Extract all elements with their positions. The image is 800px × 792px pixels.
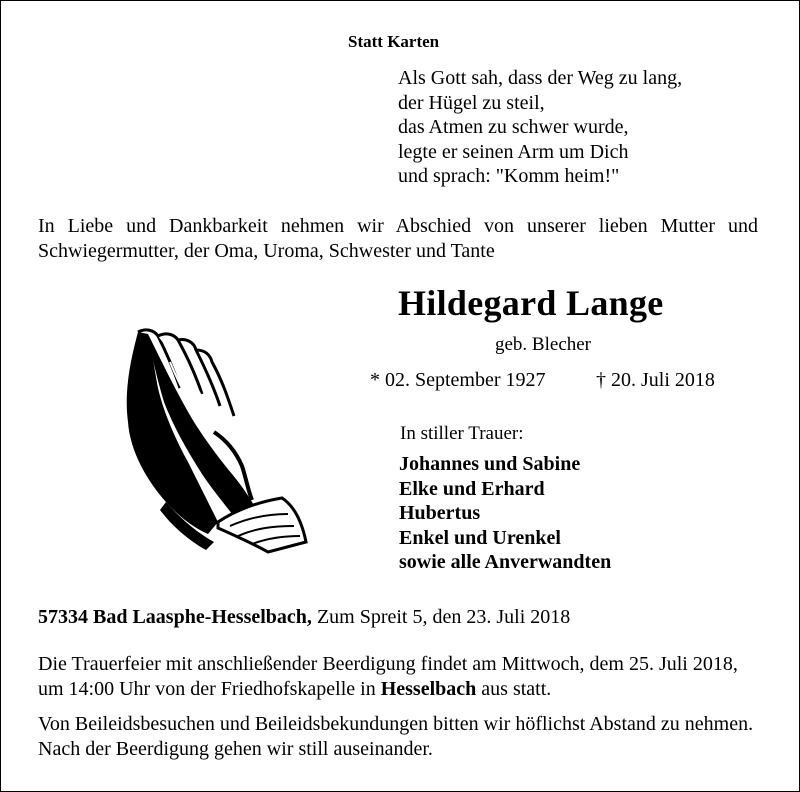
funeral-text-1: Die Trauerfeier mit anschließender Beerdigung findet am Mittwoch, dem 25. Juli 2018, um 14:00 Uhr von der Friedhofskapelle in [38, 653, 738, 700]
address-place: 57334 Bad Laasphe-Hesselbach, [38, 606, 312, 628]
poem-line: das Atmen zu schwer wurde, [398, 116, 629, 138]
mourner: Johannes und Sabine [399, 453, 581, 475]
address-rest: Zum Spreit 5, den 23. Juli 2018 [311, 606, 571, 628]
poem-line: legte er seinen Arm um Dich [398, 140, 629, 163]
poem-line: und sprach: "Komm heim!" [398, 165, 620, 187]
poem-line: Als Gott sah, dass der Weg zu lang, [398, 67, 683, 89]
funeral-text-2: aus statt. [476, 678, 552, 700]
intro-text: In Liebe und Dankbarkeit nehmen wir Abschied von unserer lieben Mutter und Schwiegermutter, der Oma, Uroma, Schwester und Tante [38, 215, 758, 262]
birth-date: * 02. September 1927 [370, 369, 546, 391]
mourners-list [399, 452, 611, 575]
funeral-info [38, 652, 763, 702]
mourner: Enkel und Urenkel [399, 526, 561, 549]
mourner: sowie alle Anverwandten [399, 551, 612, 573]
condolence-note: Von Beileidsbesuchen und Beileidsbekundungen bitten wir höflichst Abstand zu nehmen. Nach der Beerdigung gehen wir still auseinander. [38, 713, 754, 760]
funeral-place: Hesselbach [380, 678, 477, 700]
mourner: Elke und Erhard [399, 477, 545, 500]
poem [398, 66, 682, 189]
address-line [38, 606, 570, 629]
header-statt-karten: Statt Karten [348, 32, 440, 51]
mourner: Hubertus [399, 502, 481, 524]
mourning-label: In stiller Trauer: [400, 423, 524, 444]
praying-hands-icon [118, 322, 308, 554]
poem-line: der Hügel zu steil, [398, 91, 545, 114]
deceased-name: Hildegard Lange [398, 283, 664, 323]
death-date: † 20. Juli 2018 [596, 369, 715, 391]
maiden-name: geb. Blecher [495, 334, 592, 355]
